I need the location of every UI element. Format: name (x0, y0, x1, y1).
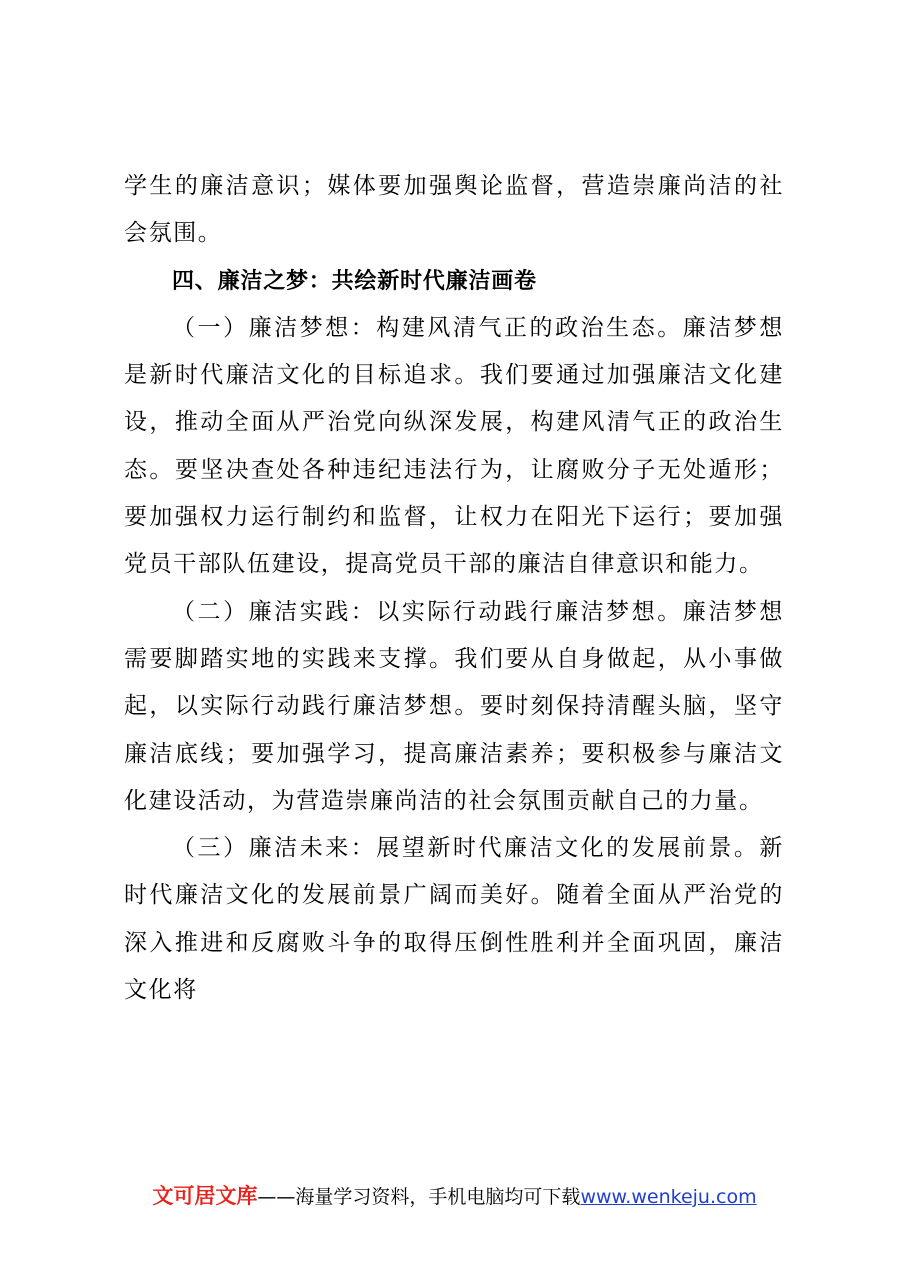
footer-banner (0, 1182, 909, 1211)
document-body (124, 163, 784, 1014)
footer-slogan: ——海量学习资料，手机电脑均可下载 (257, 1186, 581, 1208)
paragraph-subsection-1: （一）廉洁梦想：构建风清气正的政治生态。廉洁梦想是新时代廉洁文化的目标追求。我们要通过加强廉洁文化建设，推动全面从严治党向纵深发展，构建风清气正的政治生态。要坚决查处各种违纪违法行为，让腐败分子无处遁形；要加强权力运行制约和监督，让权力在阳光下运行；要加强党员干部队伍建设，提高党员干部的廉洁自律意识和能力。 (124, 314, 784, 578)
paragraph-continuation: 学生的廉洁意识；媒体要加强舆论监督，营造崇廉尚洁的社会氛围。 (124, 173, 784, 247)
paragraph-subsection-2: （二）廉洁实践：以实际行动践行廉洁梦想。廉洁梦想需要脚踏实地的实践来支撑。我们要从自身做起，从小事做起，以实际行动践行廉洁梦想。要时刻保持清醒头脑，坚守廉洁底线；要加强学习，提高廉洁素养；要积极参与廉洁文化建设活动，为营造崇廉尚洁的社会氛围贡献自己的力量。 (124, 598, 784, 814)
section-heading: 四、廉洁之梦：共绘新时代廉洁画卷 (172, 268, 537, 294)
footer-link[interactable]: www.wenkeju.com (580, 1186, 757, 1208)
paragraph-subsection-3: （三）廉洁未来：展望新时代廉洁文化的发展前景。新时代廉洁文化的发展前景广阔而美好。随着全面从严治党的深入推进和反腐败斗争的取得压倒性胜利并全面巩固，廉洁文化将 (124, 835, 784, 1004)
footer-brand: 文可居文库 (152, 1184, 258, 1208)
